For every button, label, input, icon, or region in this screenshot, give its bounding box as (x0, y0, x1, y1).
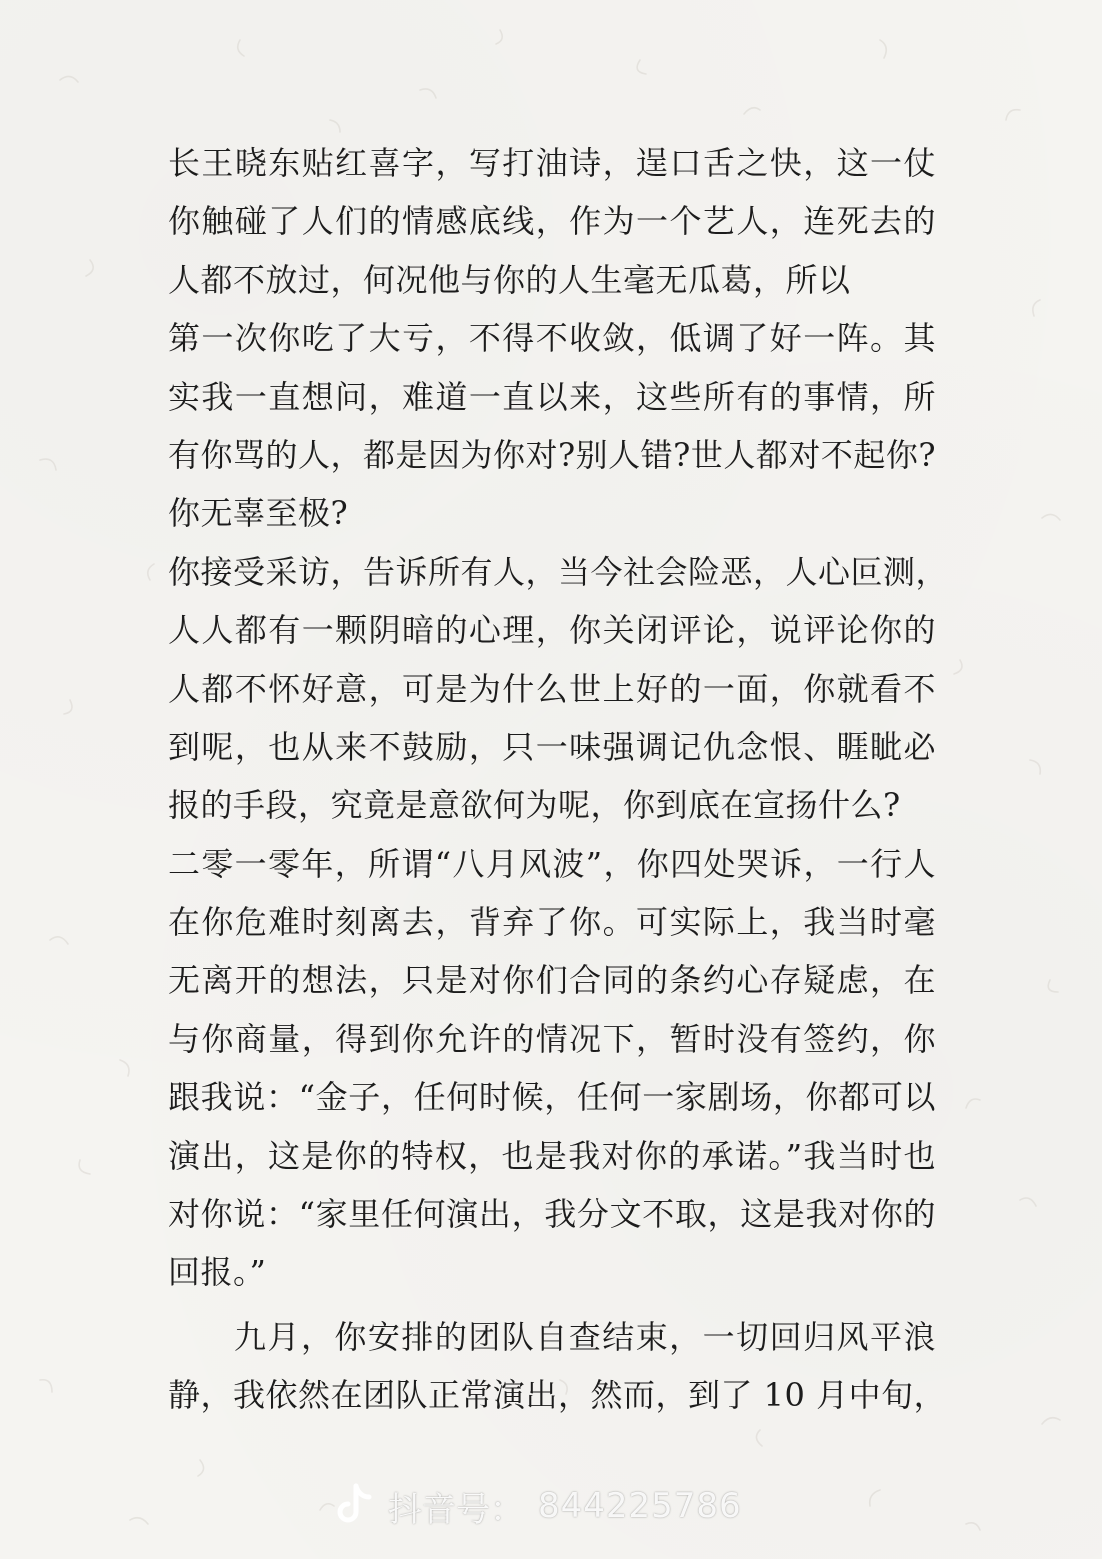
text-line: 回报。” (168, 1253, 267, 1292)
text-line: 演出，这是你的特权，也是我对你的承诺。”我当时也 (168, 1136, 936, 1175)
text-line: 静，我依然在团队正常演出，然而，到了 10 月中旬， (168, 1376, 947, 1415)
text-line: 你触碰了人们的情感底线，作为一个艺人，连死去的 (168, 202, 936, 241)
letter-body (168, 134, 949, 1425)
text-line: 无离开的想法，只是对你们合同的条约心存疑虑，在 (168, 961, 936, 1000)
text-line: 第一次你吃了大亏，不得不收敛，低调了好一阵。其 (168, 319, 936, 358)
text-line: 二零一零年，所谓“八月风波”，你四处哭诉，一行人 (168, 844, 936, 883)
douyin-watermark (334, 1478, 742, 1534)
text-line: 人都不怀好意，可是为什么世上好的一面，你就看不 (168, 669, 936, 708)
text-line: 在你危难时刻离去，背弃了你。可实际上，我当时毫 (168, 903, 936, 942)
douyin-logo-icon (334, 1482, 374, 1530)
text-line: 你接受采访，告诉所有人，当今社会险恶，人心叵测， (168, 552, 949, 591)
text-line: 你无辜至极? (168, 494, 349, 533)
text-line: 长王晓东贴红喜字，写打油诗，逞口舌之快，这一仗 (168, 144, 936, 182)
text-line: 对你说：“家里任何演出，我分文不取，这是我对你的 (168, 1195, 936, 1234)
text-line: 有你骂的人，都是因为你对?别人错?世人都对不起你? (168, 435, 936, 474)
text-line: 九月，你安排的团队自查结束，一切回归风平浪 (234, 1317, 936, 1356)
watermark-label: 抖音号： (388, 1489, 524, 1530)
text-line: 报的手段，究竟是意欲何为呢，你到底在宣扬什么? (168, 786, 901, 825)
text-line: 到呢，也从来不鼓励，只一味强调记仇念恨、睚眦必 (168, 727, 936, 766)
text-line: 人都不放过，何况他与你的人生毫无瓜葛，所以 (168, 260, 851, 299)
text-line: 实我一直想问，难道一直以来，这些所有的事情，所 (168, 377, 936, 416)
text-line: 跟我说：“金子，任何时候，任何一家剧场，你都可以 (168, 1078, 936, 1117)
text-line: 人人都有一颗阴暗的心理，你关闭评论，说评论你的 (168, 611, 936, 650)
text-line: 与你商量，得到你允许的情况下，暂时没有签约，你 (168, 1019, 936, 1058)
watermark-account-id: 844225786 (538, 1486, 742, 1526)
